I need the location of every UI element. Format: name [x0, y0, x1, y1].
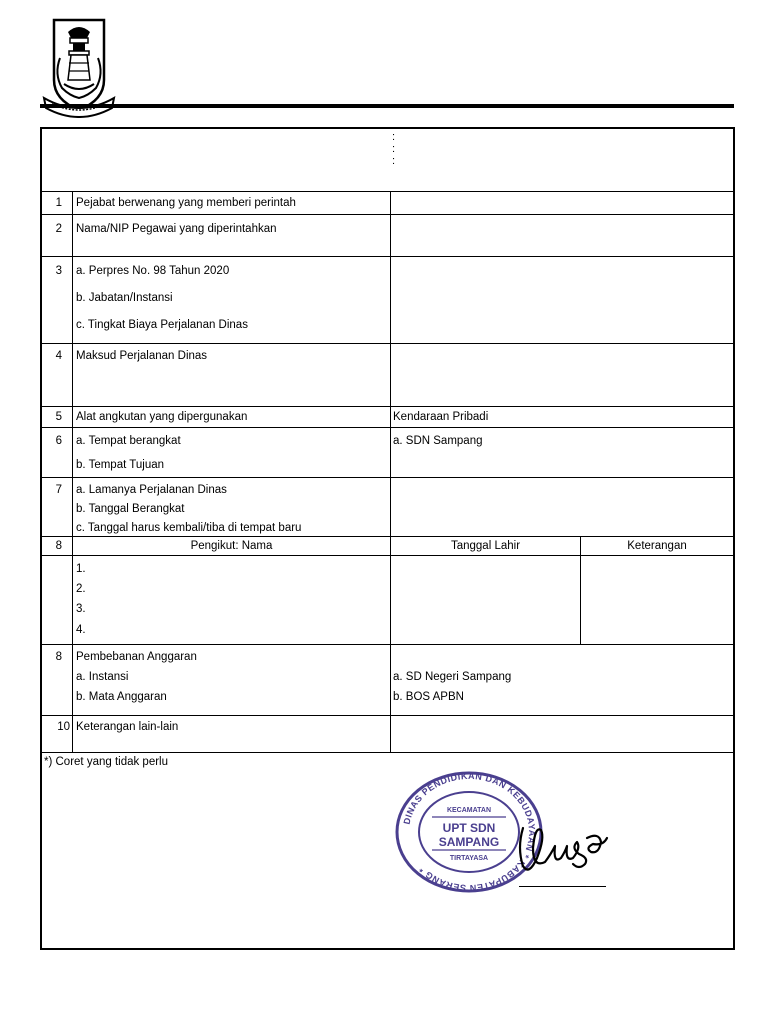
list-item: 2. — [76, 583, 86, 595]
row-item: c. Tanggal harus kembali/tiba di tempat baru — [76, 522, 302, 534]
list-item: 4. — [76, 624, 86, 636]
table-rule — [41, 214, 733, 215]
row-number: 7 — [55, 484, 62, 496]
row-number: 8 — [55, 651, 62, 663]
list-item: 3. — [76, 603, 86, 615]
table-rule — [41, 191, 733, 192]
row-item: b. Mata Anggaran — [76, 691, 167, 703]
column-header: Pengikut: Nama — [190, 540, 273, 552]
column-header: Tanggal Lahir — [450, 540, 521, 552]
row-number: 1 — [55, 197, 62, 209]
table-rule — [72, 191, 73, 753]
table-rule — [41, 406, 733, 407]
row-item: a. Perpres No. 98 Tahun 2020 — [76, 265, 230, 277]
row-item: b. Tanggal Berangkat — [76, 503, 185, 515]
row-value: Kendaraan Pribadi — [393, 411, 489, 423]
row-item: b. Tempat Tujuan — [76, 459, 165, 471]
row-item: a. Instansi — [76, 671, 129, 683]
table-rule — [41, 555, 733, 556]
row-value: a. SD Negeri Sampang — [393, 671, 512, 683]
row-item: c. Tingkat Biaya Perjalanan Dinas — [76, 319, 248, 331]
row-number: 4 — [55, 350, 62, 362]
row-label: Pembebanan Anggaran — [76, 651, 197, 663]
regency-emblem-logo — [40, 18, 118, 118]
row-value: b. BOS APBN — [393, 691, 464, 703]
row-label: Pejabat berwenang yang memberi perintah — [76, 197, 296, 209]
row-number: 5 — [55, 411, 62, 423]
table-rule — [41, 343, 733, 344]
colon-mark: : — [392, 155, 396, 167]
row-number: 10 — [57, 721, 70, 733]
stamp-ring-text: DINAS PENDIDIKAN DAN KEBUDAYAAN * KABUPATEN SERANG * — [401, 770, 538, 894]
table-rule — [390, 191, 391, 753]
row-item: b. Jabatan/Instansi — [76, 292, 173, 304]
stamp-line: TIRTAYASA — [449, 855, 489, 862]
stamp-line: KECAMATAN — [446, 807, 492, 814]
signature-line — [519, 886, 606, 887]
table-rule — [41, 256, 733, 257]
row-label: Keterangan lain-lain — [76, 721, 179, 733]
table-rule — [41, 477, 733, 478]
header-rule — [40, 104, 734, 108]
row-number: 8 — [55, 540, 62, 552]
colon-mark: : — [392, 143, 396, 155]
handwritten-signature — [515, 818, 615, 876]
table-rule — [41, 644, 733, 645]
row-item: a. Lamanya Perjalanan Dinas — [76, 484, 227, 496]
row-number: 3 — [55, 265, 62, 277]
table-rule — [41, 715, 733, 716]
row-number: 6 — [55, 435, 62, 447]
table-rule — [41, 752, 733, 753]
row-value: a. SDN Sampang — [393, 435, 483, 447]
colon-mark: : — [392, 131, 396, 143]
row-item: a. Tempat berangkat — [76, 435, 181, 447]
stamp-line: UPT SDN — [442, 821, 496, 835]
row-label: Maksud Perjalanan Dinas — [76, 350, 208, 362]
footnote: *) Coret yang tidak perlu — [44, 756, 169, 768]
table-rule — [41, 536, 733, 537]
row-label: Nama/NIP Pegawai yang diperintahkan — [76, 223, 277, 235]
row-label: Alat angkutan yang dipergunakan — [76, 411, 248, 423]
row-number: 2 — [55, 223, 62, 235]
table-rule — [41, 427, 733, 428]
stamp-line: SAMPANG — [438, 835, 500, 849]
list-item: 1. — [76, 563, 86, 575]
column-header: Keterangan — [627, 540, 687, 552]
